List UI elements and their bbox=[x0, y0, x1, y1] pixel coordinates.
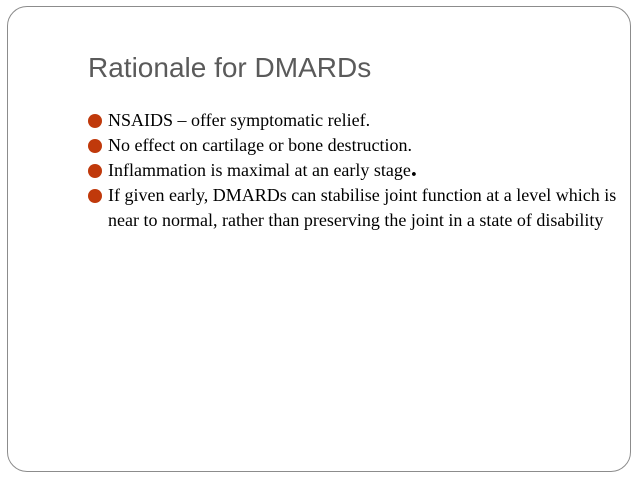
bullet-text-main: Inflammation is maximal at an early stage bbox=[108, 160, 411, 180]
list-item bbox=[88, 108, 618, 133]
bullet-dot-icon bbox=[88, 189, 102, 203]
list-item bbox=[88, 133, 618, 158]
bullet-dot-icon bbox=[88, 139, 102, 153]
bullet-text: No effect on cartilage or bone destruction. bbox=[108, 135, 413, 155]
list-item bbox=[88, 183, 618, 233]
list-item bbox=[88, 158, 618, 183]
bullet-dot-icon bbox=[88, 164, 102, 178]
bullet-text bbox=[108, 156, 417, 182]
bullet-text: NSAIDS – offer symptomatic relief. bbox=[108, 110, 371, 130]
bullet-period: . bbox=[410, 156, 417, 182]
slide-title: Rationale for DMARDs bbox=[88, 52, 372, 83]
bullet-list bbox=[88, 108, 618, 233]
bullet-text: If given early, DMARDs can stabilise joint function at a level which is near to normal, rather than preserving the joint in a state of disability bbox=[108, 185, 617, 230]
bullet-dot-icon bbox=[88, 114, 102, 128]
